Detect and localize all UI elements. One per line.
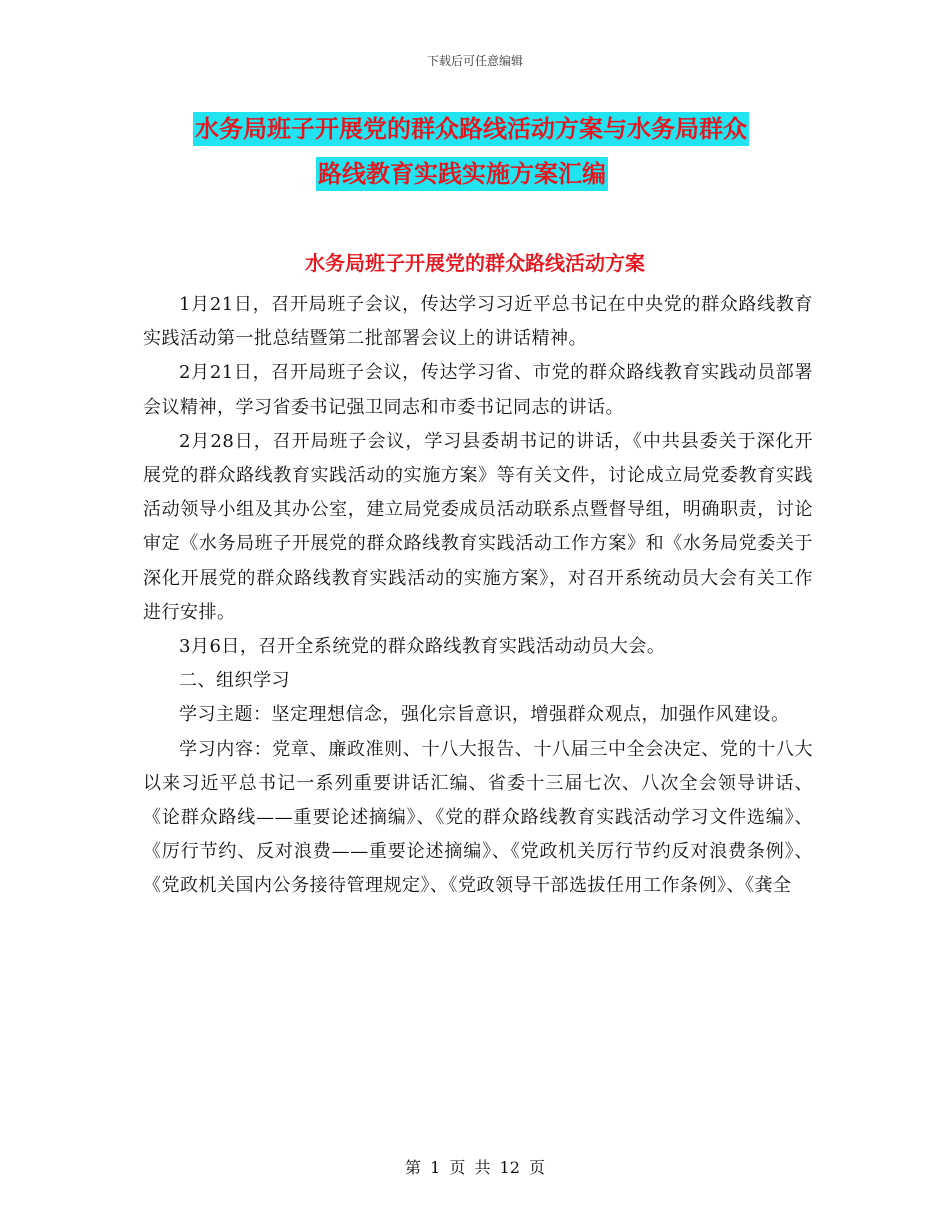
paragraph: 学习主题：坚定理想信念，强化宗旨意识，增强群众观点，加强作风建设。 bbox=[179, 704, 790, 726]
paragraph: 学习内容：党章、廉政准则、十八大报告、十八届三中全会决定、党的十八大以来习近平总书记一系列重要讲话汇编、省委十三届七次、八次全会领导讲话、《论群众路线——重要论述摘编》、《党的群众路线教育实践活动学习文件选编》、《厉行节约、反对浪费——重要论述摘编》、《党政机关厉行节约反对浪费条例》、《党政机关国内公务接待管理规定》、《党政领导干部选拔任用工作条例》、《龚全 bbox=[143, 738, 813, 897]
paragraph: 2月21日，召开局班子会议，传达学习省、市党的群众路线教育实践动员部署会议精神，学习省委书记强卫同志和市委书记同志的讲话。 bbox=[143, 362, 813, 418]
paragraph: 3月6日，召开全系统党的群众路线教育实践活动动员大会。 bbox=[179, 636, 666, 658]
document-title-line-1: 水务局班子开展党的群众路线活动方案与水务局群众 bbox=[193, 112, 749, 146]
page-footer: 第 1 页 共 12 页 bbox=[405, 1158, 545, 1177]
document-title-line-2: 路线教育实践实施方案汇编 bbox=[316, 157, 608, 191]
document-body bbox=[143, 288, 813, 904]
paragraph: 2月28日，召开局班子会议，学习县委胡书记的讲话，《中共县委关于深化开展党的群众路线教育实践活动的实施方案》等有关文件，讨论成立局党委教育实践活动领导小组及其办公室，建立局党委成员活动联系点暨督导组，明确职责，讨论审定《水务局班子开展党的群众路线教育实践活动工作方案》和《水务局党委关于深化开展党的群众路线教育实践活动的实施方案》，对召开系统动员大会有关工作进行安排。 bbox=[143, 430, 813, 623]
section-heading: 二、组织学习 bbox=[179, 670, 290, 692]
paragraph: 1月21日，召开局班子会议，传达学习习近平总书记在中央党的群众路线教育实践活动第一批总结暨第二批部署会议上的讲话精神。 bbox=[143, 294, 813, 350]
header-note: 下载后可任意编辑 bbox=[426, 54, 523, 68]
section-title: 水务局班子开展党的群众路线活动方案 bbox=[305, 251, 645, 275]
